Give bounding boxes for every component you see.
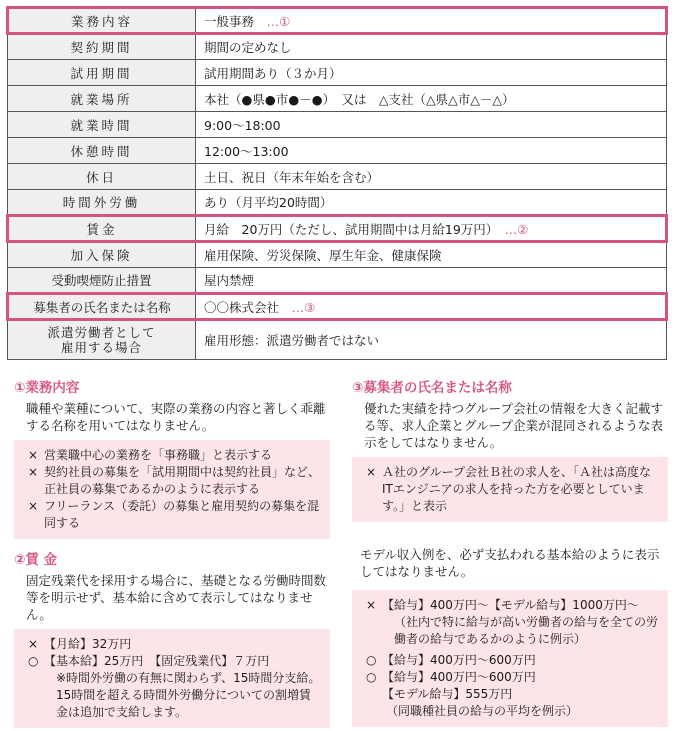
list-item xyxy=(28,653,322,670)
row-key: 休憩時間 xyxy=(8,138,196,164)
row-value xyxy=(196,216,667,242)
cross-mark: × xyxy=(366,598,377,612)
section-title: ①業務内容 xyxy=(14,380,80,396)
table-row xyxy=(8,242,667,268)
row-key: 募集者の氏名または名称 xyxy=(8,294,196,320)
example-text: 【月給】32万円 xyxy=(44,637,132,651)
list-item xyxy=(366,652,660,669)
row-value: 土日、祝日（年末年始を含む） xyxy=(196,164,667,190)
table-row xyxy=(8,8,667,34)
value-text: 月給 20万円（ただし、試用期間中は月給19万円） xyxy=(204,221,493,237)
list-item xyxy=(366,464,660,515)
row-value: 期間の定めなし xyxy=(196,34,667,60)
row-key: 休日 xyxy=(8,164,196,190)
section-body: 優れた実績を持つグループ会社の情報を大きく記載する等、求人企業とグループ企業が混同されるような表示をしてはなりません。 xyxy=(364,401,664,450)
example-note: （社内で特に給与が高い労働者の給与を全ての労働者の給与であるかのように例示） xyxy=(394,615,659,646)
example-note: ※時間外労働の有無に関わらず、15時間分支給。15時間を超える時間外労働分についての割増賃金は追加で支給します。 xyxy=(56,671,321,719)
section-title: ③募集者の氏名または名称 xyxy=(352,380,512,396)
row-value: 9:00〜18:00 xyxy=(196,112,667,138)
table-row xyxy=(8,294,667,320)
example-box xyxy=(352,590,668,727)
section-wage xyxy=(14,548,330,728)
row-value: 試用期間あり（３か月） xyxy=(196,60,667,86)
circle-mark: ○ xyxy=(366,670,377,684)
row-key: 賃金 xyxy=(8,216,196,242)
row-key xyxy=(8,320,196,360)
row-key: 試用期間 xyxy=(8,60,196,86)
list-item xyxy=(28,636,322,653)
section-title: ②賃 金 xyxy=(14,552,58,568)
row-value: あり（月平均20時間） xyxy=(196,190,667,216)
list-item xyxy=(28,464,322,498)
table-row xyxy=(8,60,667,86)
row-key: 受動喫煙防止措置 xyxy=(8,268,196,294)
example-text: Ａ社のグループ会社Ｂ社の求人を、「Ａ社は高度なITエンジニアの求人を持った方を必要としています。」と表示 xyxy=(382,465,652,513)
key-line: 雇用する場合 xyxy=(60,340,142,355)
table-row xyxy=(8,34,667,60)
row-key: 契約期間 xyxy=(8,34,196,60)
row-key: 時間外労働 xyxy=(8,190,196,216)
row-value: 屋内禁煙 xyxy=(196,268,667,294)
row-key: 就業時間 xyxy=(8,112,196,138)
circle-mark: ○ xyxy=(28,654,39,668)
example-text: 【基本給】25万円 【固定残業代】７万円 xyxy=(44,654,270,668)
list-item xyxy=(28,498,322,532)
cross-mark: × xyxy=(28,499,39,513)
row-value: 12:00〜13:00 xyxy=(196,138,667,164)
row-value: 雇用保険、労災保険、厚生年金、健康保険 xyxy=(196,242,667,268)
row-key: 加入保険 xyxy=(8,242,196,268)
row-value xyxy=(196,8,667,34)
list-item xyxy=(366,669,660,686)
example-text: 【給与】400万円〜600万円 xyxy=(382,653,536,667)
table-row xyxy=(8,216,667,242)
example-text: フリーランス（委託）の募集と雇用契約の募集を混同する xyxy=(44,499,320,530)
example-box xyxy=(352,457,668,522)
section-model-income xyxy=(352,546,668,727)
section-recruiter-name xyxy=(352,376,668,522)
note-marker: …① xyxy=(266,13,291,29)
example-text: 【給与】400万円〜600万円 xyxy=(382,670,536,684)
example-text: 営業職中心の業務を「事務職」と表示する xyxy=(44,448,273,462)
section-job-content xyxy=(14,376,330,539)
cross-mark: × xyxy=(28,465,39,479)
table-row xyxy=(8,190,667,216)
list-item xyxy=(28,447,322,464)
table-row xyxy=(8,138,667,164)
example-box xyxy=(14,629,330,728)
job-listing-table xyxy=(6,6,668,360)
list-item xyxy=(366,597,660,614)
section-body: モデル収入例を、必ず支払われる基本給のように表示してはなりません。 xyxy=(360,547,660,579)
table-row xyxy=(8,112,667,138)
example-note: （同職種社員の給与の平均を例示） xyxy=(386,704,579,718)
row-value: 本社（●県●市●－●） 又は △支社（△県△市△－△） xyxy=(196,86,667,112)
example-box xyxy=(14,440,330,539)
cross-mark: × xyxy=(28,448,39,462)
table-row xyxy=(8,268,667,294)
key-line: 派遣労働者として xyxy=(47,325,156,340)
cross-mark: × xyxy=(366,465,377,479)
row-key: 就業場所 xyxy=(8,86,196,112)
table-row xyxy=(8,86,667,112)
value-text: 〇〇株式会社 xyxy=(204,299,280,315)
circle-mark: ○ xyxy=(366,653,377,667)
example-text: 契約社員の募集を「試用期間中は契約社員」など、正社員の募集であるかのように表示する xyxy=(44,465,321,496)
table-row xyxy=(8,164,667,190)
example-text: 【給与】400万円〜【モデル給与】1000万円〜 xyxy=(382,598,639,612)
section-body: 職種や業種について、実際の業務の内容と著しく乖離する名称を用いてはなりません。 xyxy=(26,401,326,433)
cross-mark: × xyxy=(28,637,39,651)
value-text: 一般事務 xyxy=(204,13,255,29)
example-text: 【モデル給与】555万円 xyxy=(382,687,513,701)
row-value: 雇用形態：派遣労働者ではない xyxy=(196,320,667,360)
row-value xyxy=(196,294,667,320)
note-marker: …② xyxy=(504,221,529,237)
section-body: 固定残業代を採用する場合に、基礎となる労働時間数等を明示せず、基本給に含めて表示してはなりません。 xyxy=(26,573,327,622)
note-marker: …③ xyxy=(291,299,316,315)
row-key: 業務内容 xyxy=(8,8,196,34)
table-row xyxy=(8,320,667,360)
